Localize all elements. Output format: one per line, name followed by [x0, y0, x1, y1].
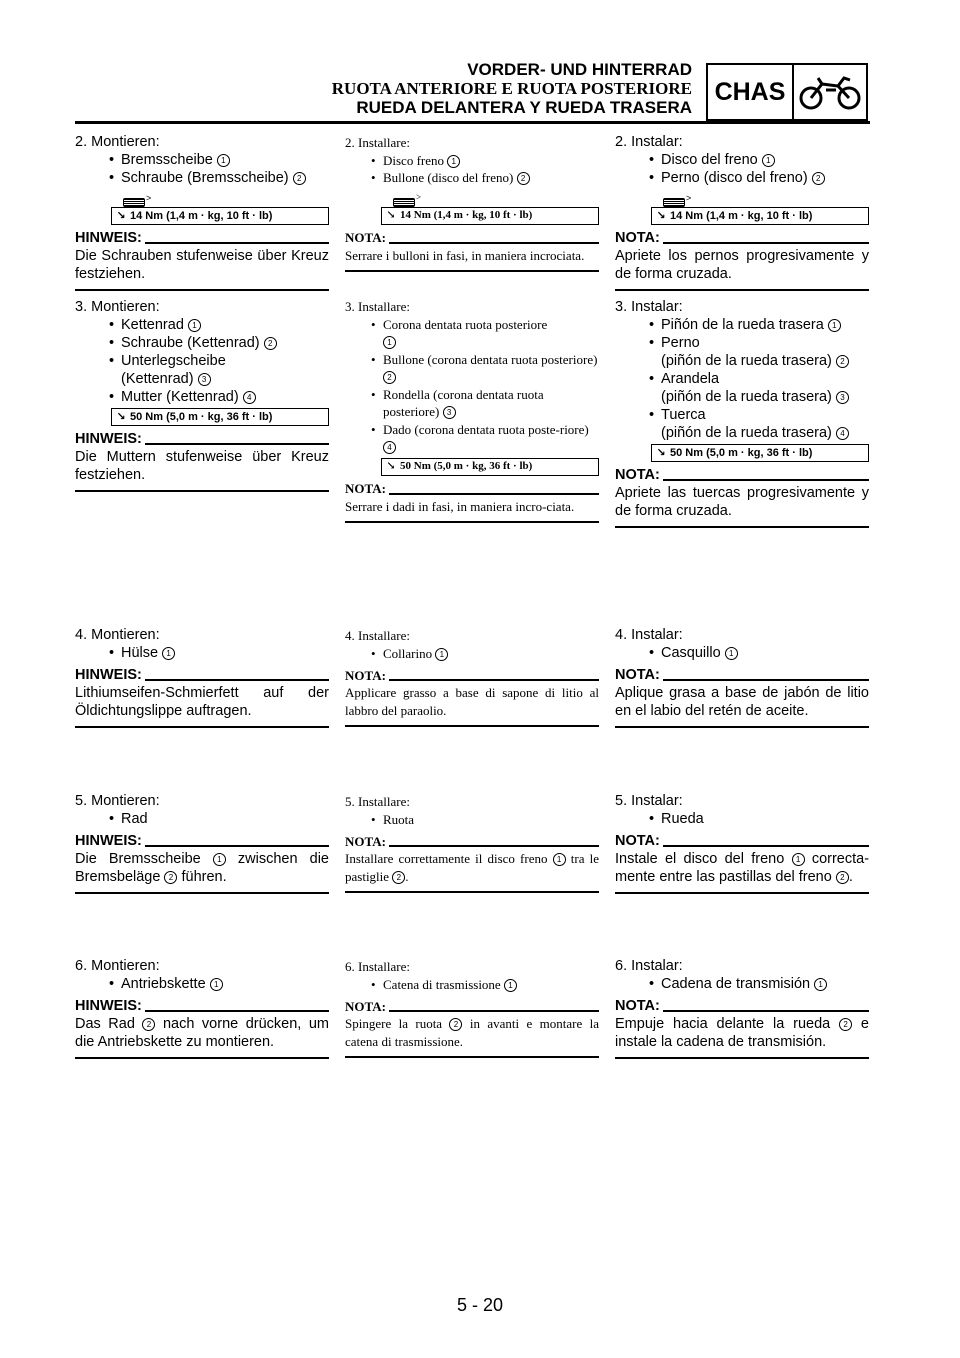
note-label: NOTA:	[615, 467, 660, 483]
list-item: • Catena di trasmissione 1	[371, 976, 599, 994]
note-box	[75, 834, 329, 894]
header-rule	[75, 121, 870, 124]
note-text: Apriete los pernos progresivamente y de forma cruzada.	[615, 248, 869, 282]
list-item: • Tuerca (piñón de la rueda trasera) 4	[649, 406, 869, 442]
step-heading: 3. Instalar:	[615, 299, 683, 315]
header-title-it: RUOTA ANTERIORE E RUOTA POSTERIORE	[331, 79, 692, 98]
note-box	[615, 231, 869, 291]
note-text: Empuje hacia delante la rueda 2 e instale la cadena de transmisión.	[615, 1016, 869, 1050]
step-heading: 2. Installare:	[345, 135, 410, 150]
torque-spec: > ↘ 14 Nm (1,4 m · kg, 10 ft · lb)	[111, 191, 329, 225]
de-step-6	[75, 957, 329, 1059]
page-number: 5 - 20	[456, 1295, 504, 1315]
step-heading: 2. Montieren:	[75, 134, 160, 150]
wrench-icon: ↘	[386, 459, 396, 472]
list-item: • Hülse 1	[109, 644, 329, 662]
note-box	[345, 668, 599, 727]
torque-spec: > ↘ 14 Nm (1,4 m · kg, 10 ft · lb)	[381, 191, 599, 225]
torque-wrench-icon: >	[393, 191, 599, 207]
wrench-icon: ↘	[656, 447, 666, 459]
list-item: • Bullone (corona dentata ruota posteriore) 2	[371, 351, 599, 386]
note-label: HINWEIS:	[75, 230, 142, 246]
list-item: • Arandela (piñón de la rueda trasera) 3	[649, 370, 869, 406]
torque-spec: ↘ 50 Nm (5,0 m · kg, 36 ft · lb)	[381, 458, 599, 476]
list-item: • Bremsscheibe 1	[109, 151, 329, 169]
wrench-icon: ↘	[656, 210, 666, 222]
it-step-6	[345, 958, 599, 1058]
wrench-icon: ↘	[116, 210, 126, 222]
header-title-es: RUEDA DELANTERA Y RUEDA TRASERA	[356, 98, 692, 117]
note-label: NOTA:	[615, 230, 660, 246]
it-step-4	[345, 627, 599, 727]
it-step-2	[345, 134, 599, 272]
section-badge	[706, 63, 868, 121]
note-box	[615, 468, 869, 528]
note-label: NOTA:	[345, 667, 386, 683]
note-label: HINWEIS:	[75, 833, 142, 849]
es-step-6	[615, 957, 869, 1059]
es-step-5	[615, 792, 869, 894]
torque-wrench-icon: >	[123, 191, 329, 207]
list-item: • Corona dentata ruota posteriore 1	[371, 316, 599, 351]
note-text: Serrare i dadi in fasi, in maniera incro-ciata.	[345, 498, 575, 514]
note-text: Das Rad 2 nach vorne drücken, um die Antriebskette zu montieren.	[75, 1016, 330, 1050]
note-label: NOTA:	[345, 481, 386, 496]
it-step-5	[345, 793, 599, 893]
list-item: • Cadena de transmisión 1	[649, 975, 869, 993]
note-box	[345, 834, 599, 893]
list-item: • Rueda	[649, 810, 869, 828]
list-item: • Disco freno 1	[371, 152, 599, 170]
note-text: Die Bremsscheibe 1 zwischen die Bremsbeläge 2 führen.	[75, 851, 329, 885]
note-text: Instale el disco del freno 1 correcta-mente entre las pastillas del freno 2 .	[615, 851, 870, 885]
note-box	[75, 668, 329, 728]
list-item: • Piñón de la rueda trasera 1	[649, 316, 869, 334]
de-step-4	[75, 626, 329, 728]
torque-spec: > ↘ 14 Nm (1,4 m · kg, 10 ft · lb)	[651, 191, 869, 225]
step-heading: 4. Instalar:	[615, 627, 683, 643]
list-item: • Collarino 1	[371, 645, 599, 663]
note-box	[615, 668, 869, 728]
list-item: • Schraube (Bremsscheibe) 2	[109, 169, 329, 187]
list-item: • Mutter (Kettenrad) 4	[109, 388, 329, 406]
step-heading: 6. Installare:	[345, 959, 410, 974]
note-box	[345, 482, 599, 524]
note-box	[75, 231, 329, 291]
note-box	[75, 999, 329, 1059]
torque-wrench-icon: >	[663, 191, 869, 207]
note-label: NOTA:	[345, 833, 386, 849]
note-text: Apriete las tuercas progresivamente y de forma cruzada.	[615, 485, 869, 519]
note-text: Applicare grasso a base di sapone di litio al labbro del paraolio.	[345, 685, 599, 718]
list-item: • Ruota	[371, 811, 599, 829]
list-item: • Rondella (corona dentata ruota posteriore) 3	[371, 386, 599, 421]
es-step-4	[615, 626, 869, 728]
wrench-icon: ↘	[386, 208, 396, 221]
page-header	[332, 60, 692, 117]
step-heading: 3. Montieren:	[75, 299, 160, 315]
note-text: Die Muttern stufenweise über Kreuz festziehen.	[75, 449, 329, 483]
list-item: • Casquillo 1	[649, 644, 869, 662]
note-label: HINWEIS:	[75, 998, 142, 1014]
note-text: Die Schrauben stufenweise über Kreuz festziehen.	[75, 248, 329, 282]
step-heading: 5. Installare:	[345, 794, 410, 809]
note-box	[615, 834, 869, 894]
note-label: NOTA:	[345, 998, 386, 1014]
step-heading: 5. Montieren:	[75, 793, 160, 809]
list-item: • Disco del freno 1	[649, 151, 869, 169]
note-label: NOTA:	[615, 998, 660, 1014]
note-box	[345, 231, 599, 273]
list-item: • Kettenrad 1	[109, 316, 329, 334]
list-item: • Perno (piñón de la rueda trasera) 2	[649, 334, 869, 370]
it-step-3	[345, 298, 599, 523]
note-box	[615, 999, 869, 1059]
de-step-2	[75, 133, 329, 291]
note-text: Aplique grasa a base de jabón de litio en el labio del retén de aceite.	[615, 685, 869, 719]
note-label: NOTA:	[615, 667, 660, 683]
note-text: Spingere la ruota 2 in avanti e montare la catena di trasmissione.	[345, 1016, 600, 1049]
step-heading: 4. Montieren:	[75, 627, 160, 643]
list-item: • Rad	[109, 810, 329, 828]
list-item: • Antriebskette 1	[109, 975, 329, 993]
de-step-3	[75, 298, 329, 492]
note-text: Lithiumseifen-Schmierfett auf der Öldichtungslippe auftragen.	[75, 685, 329, 719]
section-code: CHAS	[708, 65, 794, 119]
es-step-2	[615, 133, 869, 291]
header-title-de: VORDER- UND HINTERRAD	[467, 60, 692, 79]
note-box	[345, 999, 599, 1058]
note-label: HINWEIS:	[75, 667, 142, 683]
de-step-5	[75, 792, 329, 894]
note-label: HINWEIS:	[75, 431, 142, 447]
note-label: NOTA:	[345, 230, 386, 245]
note-box	[75, 432, 329, 492]
list-item: • Schraube (Kettenrad) 2	[109, 334, 329, 352]
torque-spec: ↘ 50 Nm (5,0 m · kg, 36 ft · lb)	[651, 444, 869, 462]
step-heading: 6. Instalar:	[615, 958, 683, 974]
note-text: Installare correttamente il disco freno 1 tra le pastiglie 2 .	[345, 851, 599, 884]
wrench-icon: ↘	[116, 411, 126, 423]
step-heading: 2. Instalar:	[615, 134, 683, 150]
list-item: • Unterlegscheibe (Kettenrad) 3	[109, 352, 329, 388]
step-heading: 4. Installare:	[345, 628, 410, 643]
step-heading: 6. Montieren:	[75, 958, 160, 974]
motorcycle-icon	[794, 65, 866, 119]
list-item: • Dado (corona dentata ruota poste-riore) 4	[371, 421, 599, 456]
list-item: • Perno (disco del freno) 2	[649, 169, 869, 187]
note-text: Serrare i bulloni in fasi, in maniera incrociata.	[345, 247, 585, 263]
step-heading: 3. Installare:	[345, 299, 410, 314]
torque-spec: ↘ 50 Nm (5,0 m · kg, 36 ft · lb)	[111, 408, 329, 426]
es-step-3	[615, 298, 869, 528]
step-heading: 5. Instalar:	[615, 793, 683, 809]
list-item: • Bullone (disco del freno) 2	[371, 169, 599, 187]
note-label: NOTA:	[615, 833, 660, 849]
